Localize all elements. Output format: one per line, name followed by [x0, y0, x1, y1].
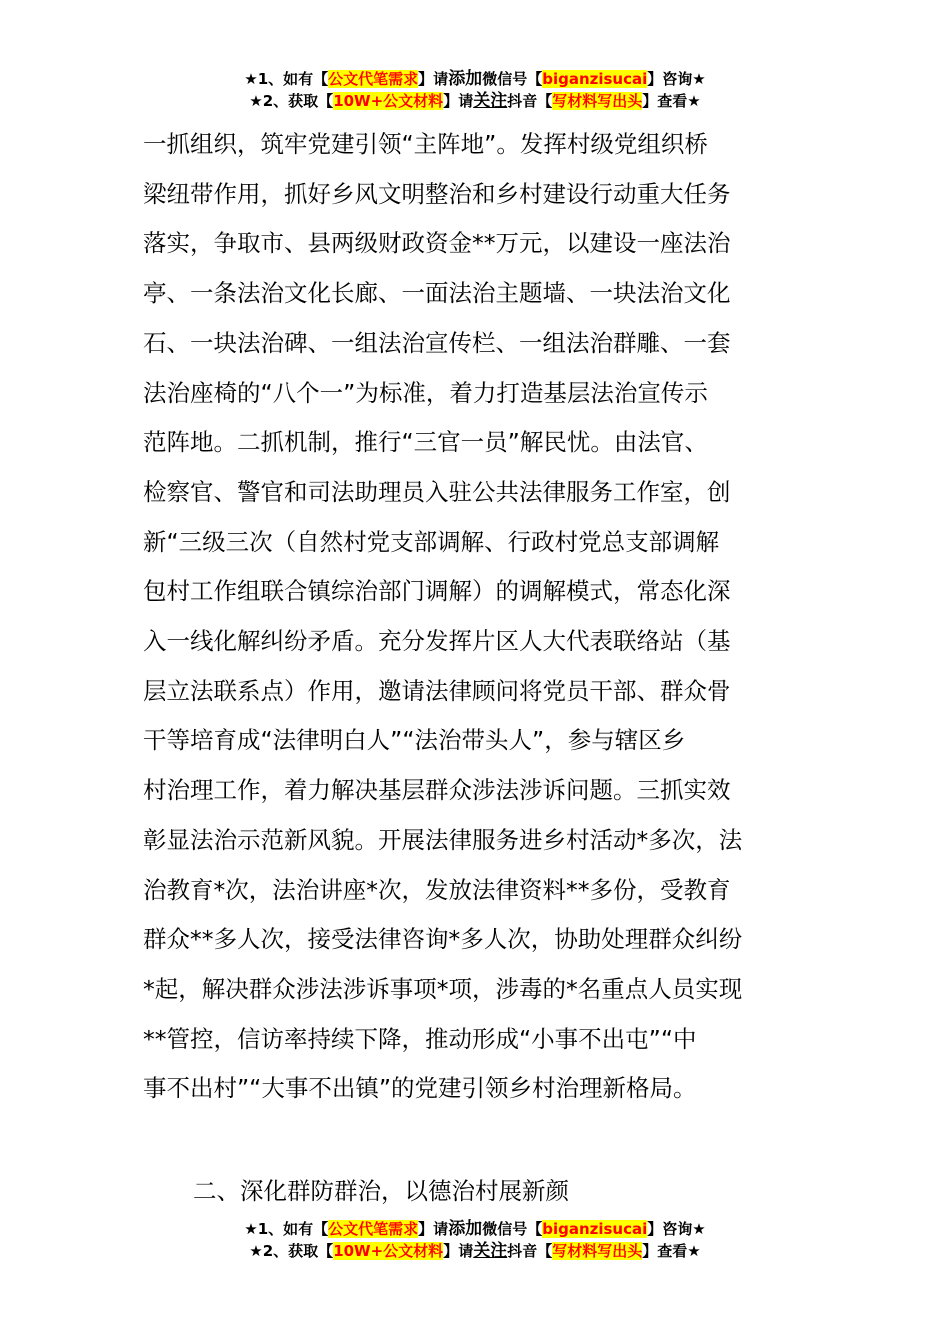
body-paragraph: [143, 120, 811, 1114]
bottom-banner-line-1: [0, 1218, 950, 1240]
banner-text: 】查看★: [642, 1242, 701, 1260]
banner-highlight-douyin: 写材料写出头: [552, 92, 643, 110]
banner-text: ★2、获取【: [249, 92, 334, 110]
body-line: **管控，信访率持续下降，推动形成“小事不出屯”“中: [143, 1024, 697, 1053]
body-line: *起，解决群众涉法涉诉事项*项，涉毒的*名重点人员实现: [143, 974, 743, 1003]
banner-emphasis: 关注: [473, 1241, 508, 1261]
banner-highlight-douyin: 写材料写出头: [552, 1242, 643, 1260]
banner-highlight-materials: 10W+公文材料: [333, 1242, 444, 1260]
banner-text: 】请: [418, 1220, 449, 1238]
banner-text: 】请: [443, 92, 474, 110]
banner-text: 】查看★: [642, 92, 701, 110]
body-line: 石、一块法治碑、一组法治宣传栏、一组法治群雕、一套: [143, 328, 731, 357]
banner-highlight-wechat: biganzisucai: [542, 1220, 648, 1238]
banner-text: ★1、如有【: [244, 1220, 329, 1238]
body-line: 入一线化解纠纷矛盾。充分发挥片区人大代表联络站（基: [143, 627, 731, 656]
body-line: 亭、一条法治文化长廊、一面法治主题墙、一块法治文化: [143, 279, 731, 308]
top-promo-banner: [0, 68, 950, 112]
banner-text: 抖音【: [507, 92, 553, 110]
bottom-promo-banner: [0, 1218, 950, 1262]
banner-text: 】请: [443, 1242, 474, 1260]
banner-text: ★1、如有【: [244, 70, 329, 88]
banner-text: 微信号【: [482, 70, 543, 88]
bottom-banner-line-2: [0, 1240, 950, 1262]
body-line: 一抓组织，筑牢党建引领“主阵地”。发挥村级党组织桥: [143, 130, 708, 158]
banner-emphasis: 添加: [448, 69, 483, 89]
banner-highlight-materials: 10W+公文材料: [333, 92, 444, 110]
banner-text: 】请: [418, 70, 449, 88]
body-line: 法治座椅的“八个一”为标准，着力打造基层法治宣传示: [143, 378, 708, 407]
body-line: 范阵地。二抓机制，推行“三官一员”解民忧。由法官、: [143, 428, 708, 457]
body-line: 落实，争取市、县两级财政资金**万元，以建设一座法治: [143, 229, 731, 258]
body-line: 梁纽带作用，抓好乡风文明整治和乡村建设行动重大任务: [143, 179, 731, 208]
banner-text: ★2、获取【: [249, 1242, 334, 1260]
body-line: 包村工作组联合镇综治部门调解）的调解模式，常态化深: [143, 577, 731, 606]
top-banner-line-1: [0, 68, 950, 90]
section-heading: 二、深化群防群治，以德治村展新颜: [193, 1177, 569, 1205]
banner-text: 】咨询★: [647, 70, 706, 88]
banner-text: 】咨询★: [647, 1220, 706, 1238]
banner-highlight-service: 公文代笔需求: [328, 1220, 419, 1238]
body-line: 群众**多人次，接受法律咨询*多人次，协助处理群众纠纷: [143, 925, 743, 954]
body-line: 事不出村”“大事不出镇”的党建引领乡村治理新格局。: [143, 1074, 697, 1103]
banner-text: 抖音【: [507, 1242, 553, 1260]
body-line: 新“三级三次（自然村党支部调解、行政村党总支部调解: [143, 527, 720, 556]
banner-text: 微信号【: [482, 1220, 543, 1238]
banner-highlight-service: 公文代笔需求: [328, 70, 419, 88]
body-line: 干等培育成“法律明白人”“法治带头人”，参与辖区乡: [143, 726, 686, 755]
body-line: 检察官、警官和司法助理员入驻公共法律服务工作室，创: [143, 477, 731, 506]
top-banner-line-2: [0, 90, 950, 112]
banner-highlight-wechat: biganzisucai: [542, 70, 648, 88]
body-line: 彰显法治示范新风貌。开展法律服务进乡村活动*多次，法: [143, 825, 743, 854]
banner-emphasis: 添加: [448, 1219, 483, 1239]
body-line: 治教育*次，法治讲座*次，发放法律资料**多份，受教育: [143, 875, 731, 904]
banner-emphasis: 关注: [473, 91, 508, 111]
body-line: 层立法联系点）作用，邀请法律顾问将党员干部、群众骨: [143, 676, 731, 705]
body-line: 村治理工作，着力解决基层群众涉法涉诉问题。三抓实效: [143, 776, 731, 805]
